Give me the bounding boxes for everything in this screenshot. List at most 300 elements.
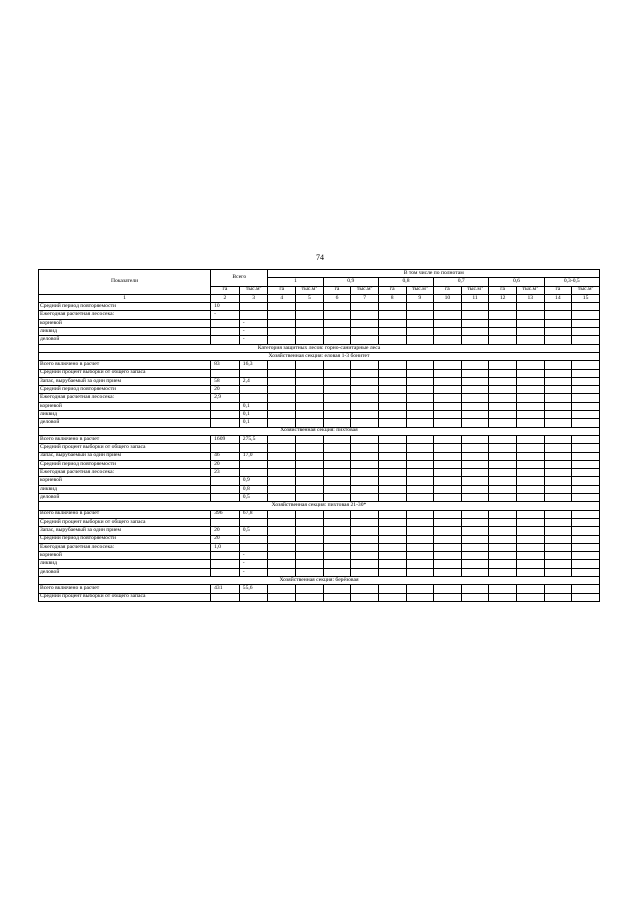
total-volume-cell (239, 394, 268, 402)
density-value-cell (351, 552, 379, 560)
density-value-cell (323, 303, 351, 311)
density-value-cell (461, 469, 489, 477)
total-volume-cell (239, 460, 268, 468)
density-value-cell (378, 568, 406, 576)
density-value-cell (296, 361, 324, 369)
density-value-cell (461, 543, 489, 551)
table-row (39, 460, 600, 468)
row-label: деловой (39, 336, 211, 344)
density-value-cell (351, 543, 379, 551)
density-value-cell (572, 510, 600, 518)
density-value-cell (434, 568, 462, 576)
column-number: 7 (351, 294, 379, 302)
density-value-cell (516, 336, 544, 344)
total-volume-cell: - (239, 319, 268, 327)
density-value-cell (489, 336, 517, 344)
table-row (39, 452, 600, 460)
density-value-cell (323, 377, 351, 385)
table-row (39, 303, 600, 311)
total-volume-cell: 0,9 (239, 477, 268, 485)
density-value-cell (406, 361, 434, 369)
density-value-cell (351, 460, 379, 468)
unit-ha-header: га (378, 286, 406, 294)
density-value-cell (434, 394, 462, 402)
row-label: Средний период повторяемости (39, 535, 211, 543)
density-value-cell (406, 460, 434, 468)
row-label: Запас, вырубаемый за один прием (39, 377, 211, 385)
density-value-cell (516, 469, 544, 477)
total-ha-cell (211, 319, 240, 327)
density-value-cell (572, 568, 600, 576)
density-value-cell (544, 311, 572, 319)
density-value-cell (268, 552, 296, 560)
total-ha-cell (211, 477, 240, 485)
density-value-cell (544, 402, 572, 410)
density-value-cell (461, 361, 489, 369)
density-value-cell (296, 394, 324, 402)
column-number: 5 (296, 294, 324, 302)
density-value-cell (406, 593, 434, 601)
row-label: Запас, вырубаемый за один прием (39, 527, 211, 535)
row-label: ликвид (39, 328, 211, 336)
table-row (39, 552, 600, 560)
total-ha-cell (211, 336, 240, 344)
density-value-cell (323, 568, 351, 576)
column-number: 9 (406, 294, 434, 302)
column-number: 14 (544, 294, 572, 302)
density-value-cell (351, 394, 379, 402)
density-value-cell (378, 303, 406, 311)
density-value-cell (461, 552, 489, 560)
density-value-cell (268, 469, 296, 477)
density-value-cell (461, 593, 489, 601)
density-value-cell (378, 444, 406, 452)
density-value-cell (378, 419, 406, 427)
density-value-cell (406, 369, 434, 377)
density-value-cell (434, 552, 462, 560)
unit-ha-header: га (434, 286, 462, 294)
density-value-cell (489, 411, 517, 419)
total-ha-cell: 20 (211, 535, 240, 543)
density-value-cell (572, 377, 600, 385)
density-value-cell (351, 402, 379, 410)
density-value-cell (544, 469, 572, 477)
row-label: ликвид (39, 411, 211, 419)
section-row (39, 576, 600, 584)
density-value-cell (323, 452, 351, 460)
table-row (39, 477, 600, 485)
density-value-cell (351, 411, 379, 419)
section-row (39, 352, 600, 360)
density-value-cell (323, 543, 351, 551)
density-value-cell (572, 593, 600, 601)
density-value-cell (406, 568, 434, 576)
unit-volume-header (572, 286, 600, 294)
density-value-cell (489, 460, 517, 468)
density-value-cell (544, 369, 572, 377)
table-row (39, 394, 600, 402)
density-value-cell (461, 435, 489, 443)
density-value-cell (434, 585, 462, 593)
density-value-cell (516, 444, 544, 452)
density-value-cell (268, 585, 296, 593)
total-ha-cell: 83 (211, 361, 240, 369)
density-value-cell (489, 386, 517, 394)
density-value-cell (268, 535, 296, 543)
density-value-cell (434, 560, 462, 568)
unit-volume-text: тыс.м (301, 286, 316, 293)
density-value-cell (516, 311, 544, 319)
density-value-cell (351, 452, 379, 460)
density-value-cell (516, 518, 544, 526)
density-value-cell (461, 419, 489, 427)
density-value-cell (406, 552, 434, 560)
column-number: 12 (489, 294, 517, 302)
unit-ha-header: га (489, 286, 517, 294)
density-value-cell (434, 477, 462, 485)
density-value-cell (406, 560, 434, 568)
density-value-cell (268, 377, 296, 385)
density-value-cell (544, 535, 572, 543)
table-row (39, 435, 600, 443)
column-number: 3 (239, 294, 268, 302)
density-value-cell (378, 402, 406, 410)
density-value-cell (296, 535, 324, 543)
density-value-cell (406, 319, 434, 327)
density-value-cell (268, 328, 296, 336)
density-value-cell (351, 377, 379, 385)
density-value-cell (516, 303, 544, 311)
row-label: Ежегодная расчетная лесосека: (39, 469, 211, 477)
table-row (39, 560, 600, 568)
density-value-cell (296, 568, 324, 576)
density-value-cell (516, 452, 544, 460)
density-value-cell (296, 469, 324, 477)
density-value-cell (378, 535, 406, 543)
density-value-cell (489, 568, 517, 576)
total-ha-cell: 1609 (211, 435, 240, 443)
density-value-cell (406, 585, 434, 593)
unit-volume-header (296, 286, 324, 294)
by-density-header: В том числе по полнотам (268, 270, 600, 278)
table-row (39, 361, 600, 369)
density-value-cell (323, 419, 351, 427)
density-value-cell (378, 377, 406, 385)
total-volume-cell (239, 303, 268, 311)
density-value-cell (461, 394, 489, 402)
density-value-cell (323, 477, 351, 485)
row-label: Средний процент выборки от общего запаса (39, 593, 211, 601)
density-value-cell (296, 510, 324, 518)
row-label: деловой (39, 494, 211, 502)
row-label: Средний период повторяемости (39, 460, 211, 468)
density-value-cell (268, 319, 296, 327)
density-value-cell (489, 311, 517, 319)
density-value-cell (406, 419, 434, 427)
density-value-cell (268, 593, 296, 601)
density-value-cell (268, 444, 296, 452)
density-value-cell (489, 593, 517, 601)
density-value-cell (434, 527, 462, 535)
density-value-cell (516, 369, 544, 377)
column-number: 15 (572, 294, 600, 302)
density-value-cell (323, 518, 351, 526)
total-volume-cell: 55,6 (239, 585, 268, 593)
density-value-cell (296, 435, 324, 443)
density-value-cell (516, 585, 544, 593)
total-ha-cell: 10 (211, 303, 240, 311)
total-ha-cell: 20 (211, 386, 240, 394)
density-value-cell (406, 377, 434, 385)
density-value-cell (489, 527, 517, 535)
density-value-cell (434, 494, 462, 502)
density-value-cell (378, 386, 406, 394)
density-value-cell (516, 328, 544, 336)
density-value-cell (572, 394, 600, 402)
density-value-cell (489, 543, 517, 551)
density-value-cell (544, 552, 572, 560)
density-value-cell (323, 386, 351, 394)
density-value-cell (323, 469, 351, 477)
density-value-cell (323, 402, 351, 410)
total-volume-cell: 0,5 (239, 494, 268, 502)
unit-volume-header (406, 286, 434, 294)
section-title: Хозяйственная секция: пихтовая (39, 427, 600, 435)
density-header: 0,6 (489, 278, 544, 286)
density-value-cell (489, 585, 517, 593)
density-value-cell (406, 444, 434, 452)
page-number: 74 (316, 253, 324, 262)
density-header: 0,9 (323, 278, 378, 286)
density-value-cell (406, 543, 434, 551)
density-value-cell (406, 411, 434, 419)
density-value-cell (461, 369, 489, 377)
table-row (39, 535, 600, 543)
density-value-cell (572, 543, 600, 551)
density-value-cell (378, 435, 406, 443)
density-value-cell (323, 460, 351, 468)
density-value-cell (434, 593, 462, 601)
density-value-cell (516, 485, 544, 493)
density-value-cell (489, 319, 517, 327)
density-value-cell (572, 494, 600, 502)
density-value-cell (378, 552, 406, 560)
total-volume-cell: 17,0 (239, 452, 268, 460)
total-ha-cell (211, 411, 240, 419)
density-value-cell (461, 485, 489, 493)
total-ha-cell: 396 (211, 510, 240, 518)
density-value-cell (351, 494, 379, 502)
density-value-cell (572, 419, 600, 427)
row-label: Ежегодная расчетная лесосека: (39, 311, 211, 319)
density-value-cell (296, 494, 324, 502)
density-value-cell (489, 510, 517, 518)
total-volume-cell (239, 369, 268, 377)
table-row (39, 369, 600, 377)
density-value-cell (544, 452, 572, 460)
density-value-cell (489, 535, 517, 543)
density-value-cell (489, 518, 517, 526)
row-label: корневой (39, 402, 211, 410)
density-value-cell (406, 477, 434, 485)
section-title: Категория защитных лесов: горно-санитарные леса (39, 344, 600, 352)
density-value-cell (544, 560, 572, 568)
density-value-cell (516, 460, 544, 468)
density-value-cell (406, 510, 434, 518)
unit-volume-superscript: 3 (536, 286, 538, 290)
total-volume-cell: - (239, 560, 268, 568)
density-value-cell (323, 394, 351, 402)
density-value-cell (516, 560, 544, 568)
row-label: деловой (39, 419, 211, 427)
unit-volume-superscript: 3 (591, 286, 594, 290)
density-value-cell (434, 435, 462, 443)
density-value-cell (544, 411, 572, 419)
table-row (39, 593, 600, 601)
density-value-cell (461, 303, 489, 311)
density-value-cell (378, 518, 406, 526)
table-row (39, 411, 600, 419)
total-volume-cell: - (239, 568, 268, 576)
table-row (39, 585, 600, 593)
density-value-cell (406, 485, 434, 493)
total-volume-cell: 67,8 (239, 510, 268, 518)
total-header: Всего (211, 270, 268, 287)
column-number-row (39, 294, 600, 302)
table-row (39, 386, 600, 394)
density-value-cell (351, 386, 379, 394)
density-value-cell (544, 568, 572, 576)
total-ha-cell (211, 419, 240, 427)
density-value-cell (296, 593, 324, 601)
density-value-cell (461, 560, 489, 568)
total-ha-cell: 431 (211, 585, 240, 593)
row-label: деловой (39, 568, 211, 576)
total-volume-cell (239, 311, 268, 319)
unit-volume-header (239, 286, 268, 294)
density-value-cell (489, 552, 517, 560)
density-value-cell (296, 444, 324, 452)
row-label: корневой (39, 552, 211, 560)
density-value-cell (516, 568, 544, 576)
density-value-cell (489, 469, 517, 477)
density-value-cell (351, 419, 379, 427)
density-value-cell (378, 328, 406, 336)
total-volume-cell (239, 469, 268, 477)
density-value-cell (378, 394, 406, 402)
density-value-cell (461, 336, 489, 344)
row-label: Всего включено в расчет (39, 361, 211, 369)
density-value-cell (296, 402, 324, 410)
total-ha-cell: 20 (211, 527, 240, 535)
table-row (39, 444, 600, 452)
density-value-cell (323, 361, 351, 369)
density-value-cell (434, 469, 462, 477)
density-value-cell (434, 336, 462, 344)
density-value-cell (461, 494, 489, 502)
row-label: Всего включено в расчет (39, 585, 211, 593)
density-value-cell (296, 460, 324, 468)
density-value-cell (489, 303, 517, 311)
density-value-cell (544, 585, 572, 593)
unit-volume-header (461, 286, 489, 294)
row-label: Всего включено в расчет (39, 510, 211, 518)
total-volume-cell: - (239, 552, 268, 560)
density-value-cell (323, 485, 351, 493)
density-value-cell (323, 328, 351, 336)
density-value-cell (406, 527, 434, 535)
density-value-cell (406, 435, 434, 443)
density-value-cell (434, 485, 462, 493)
density-value-cell (268, 402, 296, 410)
density-value-cell (516, 419, 544, 427)
density-value-cell (489, 444, 517, 452)
unit-volume-header (516, 286, 544, 294)
density-value-cell (378, 319, 406, 327)
density-value-cell (296, 543, 324, 551)
density-value-cell (516, 394, 544, 402)
density-value-cell (323, 560, 351, 568)
density-value-cell (296, 552, 324, 560)
unit-volume-superscript: 3 (315, 286, 318, 290)
density-value-cell (351, 527, 379, 535)
density-value-cell (544, 485, 572, 493)
row-label: Запас, вырубаемый за один прием (39, 452, 211, 460)
density-value-cell (323, 444, 351, 452)
density-value-cell (268, 386, 296, 394)
density-value-cell (544, 494, 572, 502)
density-value-cell (323, 311, 351, 319)
total-ha-cell: 58 (211, 377, 240, 385)
total-volume-cell: 2,4 (239, 377, 268, 385)
table-row (39, 319, 600, 327)
unit-volume-text: тыс.м (522, 286, 537, 293)
density-value-cell (351, 328, 379, 336)
total-volume-cell (239, 593, 268, 601)
section-row (39, 502, 600, 510)
density-value-cell (544, 477, 572, 485)
density-value-cell (406, 328, 434, 336)
total-volume-cell: 0,1 (239, 402, 268, 410)
density-value-cell (544, 319, 572, 327)
density-value-cell (544, 328, 572, 336)
density-value-cell (461, 452, 489, 460)
density-value-cell (268, 411, 296, 419)
density-value-cell (296, 518, 324, 526)
density-value-cell (489, 452, 517, 460)
density-value-cell (406, 535, 434, 543)
density-value-cell (323, 319, 351, 327)
unit-volume-header (351, 286, 379, 294)
density-value-cell (572, 386, 600, 394)
density-value-cell (323, 585, 351, 593)
density-value-cell (516, 435, 544, 443)
density-value-cell (572, 435, 600, 443)
table-row (39, 518, 600, 526)
total-volume-cell (239, 386, 268, 394)
total-ha-cell (211, 568, 240, 576)
total-ha-cell: 23 (211, 469, 240, 477)
density-value-cell (544, 444, 572, 452)
table-row (39, 494, 600, 502)
density-value-cell (516, 535, 544, 543)
density-value-cell (378, 336, 406, 344)
density-header: 0,7 (434, 278, 489, 286)
unit-ha-header: га (268, 286, 296, 294)
table-row (39, 543, 600, 551)
density-value-cell (516, 543, 544, 551)
density-value-cell (489, 435, 517, 443)
